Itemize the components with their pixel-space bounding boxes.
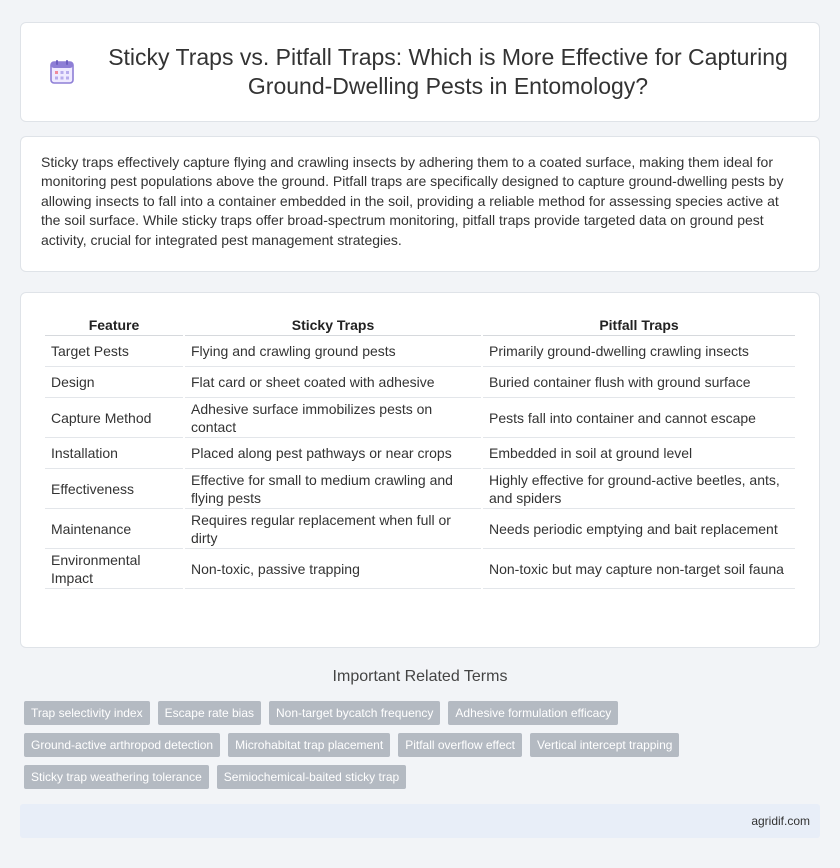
intro-card: [20, 136, 820, 272]
related-term-tag[interactable]: Non-target bycatch frequency: [269, 701, 440, 725]
comparison-table-card: [20, 292, 820, 648]
column-header-pitfall-traps: Pitfall Traps: [483, 309, 795, 336]
footer-domain-link[interactable]: agridif.com: [751, 814, 810, 828]
table-header-row: [45, 309, 795, 336]
related-term-tag[interactable]: Vertical intercept trapping: [530, 733, 679, 757]
page-title: Sticky Traps vs. Pitfall Traps: Which is More Effective for Capturing Ground-Dwelling Pests in Entomology?: [108, 44, 788, 99]
sticky-cell: Non-toxic, passive trapping: [185, 549, 481, 589]
pitfall-cell: Pests fall into container and cannot escape: [483, 398, 795, 438]
related-term-tag[interactable]: Ground-active arthropod detection: [24, 733, 220, 757]
related-terms-tags: [24, 701, 724, 797]
pitfall-cell: Buried container flush with ground surface: [483, 367, 795, 398]
feature-cell: Environmental Impact: [45, 549, 183, 589]
sticky-cell: Flat card or sheet coated with adhesive: [185, 367, 481, 398]
pitfall-cell: Highly effective for ground-active beetles, ants, and spiders: [483, 469, 795, 509]
column-header-sticky-traps: Sticky Traps: [185, 309, 481, 336]
header-card: [20, 22, 820, 122]
feature-cell: Effectiveness: [45, 469, 183, 509]
sticky-cell: Requires regular replacement when full or dirty: [185, 509, 481, 549]
pitfall-cell: Non-toxic but may capture non-target soil fauna: [483, 549, 795, 589]
related-term-tag[interactable]: Escape rate bias: [158, 701, 261, 725]
calendar-icon: [49, 59, 75, 85]
comparison-table: [43, 309, 797, 589]
table-row: [45, 509, 795, 549]
feature-cell: Maintenance: [45, 509, 183, 549]
sticky-cell: Flying and crawling ground pests: [185, 336, 481, 367]
table-row: [45, 336, 795, 367]
sticky-cell: Adhesive surface immobilizes pests on contact: [185, 398, 481, 438]
related-term-tag[interactable]: Sticky trap weathering tolerance: [24, 765, 209, 789]
table-row: [45, 549, 795, 589]
feature-cell: Target Pests: [45, 336, 183, 367]
table-row: [45, 438, 795, 469]
table-row: [45, 469, 795, 509]
related-term-tag[interactable]: Semiochemical-baited sticky trap: [217, 765, 406, 789]
feature-cell: Design: [45, 367, 183, 398]
related-term-tag[interactable]: Pitfall overflow effect: [398, 733, 522, 757]
intro-paragraph: Sticky traps effectively capture flying and crawling insects by adhering them to a coated surface, making them ideal for monitoring pest populations above the ground. Pitfall traps are specifically designed to capture ground-dwelling pests by allowing insects to fall into a container embedded in the soil, providing a reliable method for assessing species active at the soil surface. While sticky traps offer broad-spectrum monitoring, pitfall traps provide targeted data on ground pest activity, crucial for integrated pest management strategies.: [41, 154, 784, 248]
sticky-cell: Effective for small to medium crawling and flying pests: [185, 469, 481, 509]
table-row: [45, 367, 795, 398]
sticky-cell: Placed along pest pathways or near crops: [185, 438, 481, 469]
pitfall-cell: Embedded in soil at ground level: [483, 438, 795, 469]
feature-cell: Installation: [45, 438, 183, 469]
pitfall-cell: Needs periodic emptying and bait replacement: [483, 509, 795, 549]
pitfall-cell: Primarily ground-dwelling crawling insects: [483, 336, 795, 367]
table-row: [45, 398, 795, 438]
related-term-tag[interactable]: Adhesive formulation efficacy: [448, 701, 618, 725]
related-term-tag[interactable]: Trap selectivity index: [24, 701, 150, 725]
feature-cell: Capture Method: [45, 398, 183, 438]
related-terms-heading: Important Related Terms: [332, 668, 508, 685]
column-header-feature: Feature: [45, 309, 183, 336]
footer: [20, 804, 820, 838]
related-term-tag[interactable]: Microhabitat trap placement: [228, 733, 390, 757]
